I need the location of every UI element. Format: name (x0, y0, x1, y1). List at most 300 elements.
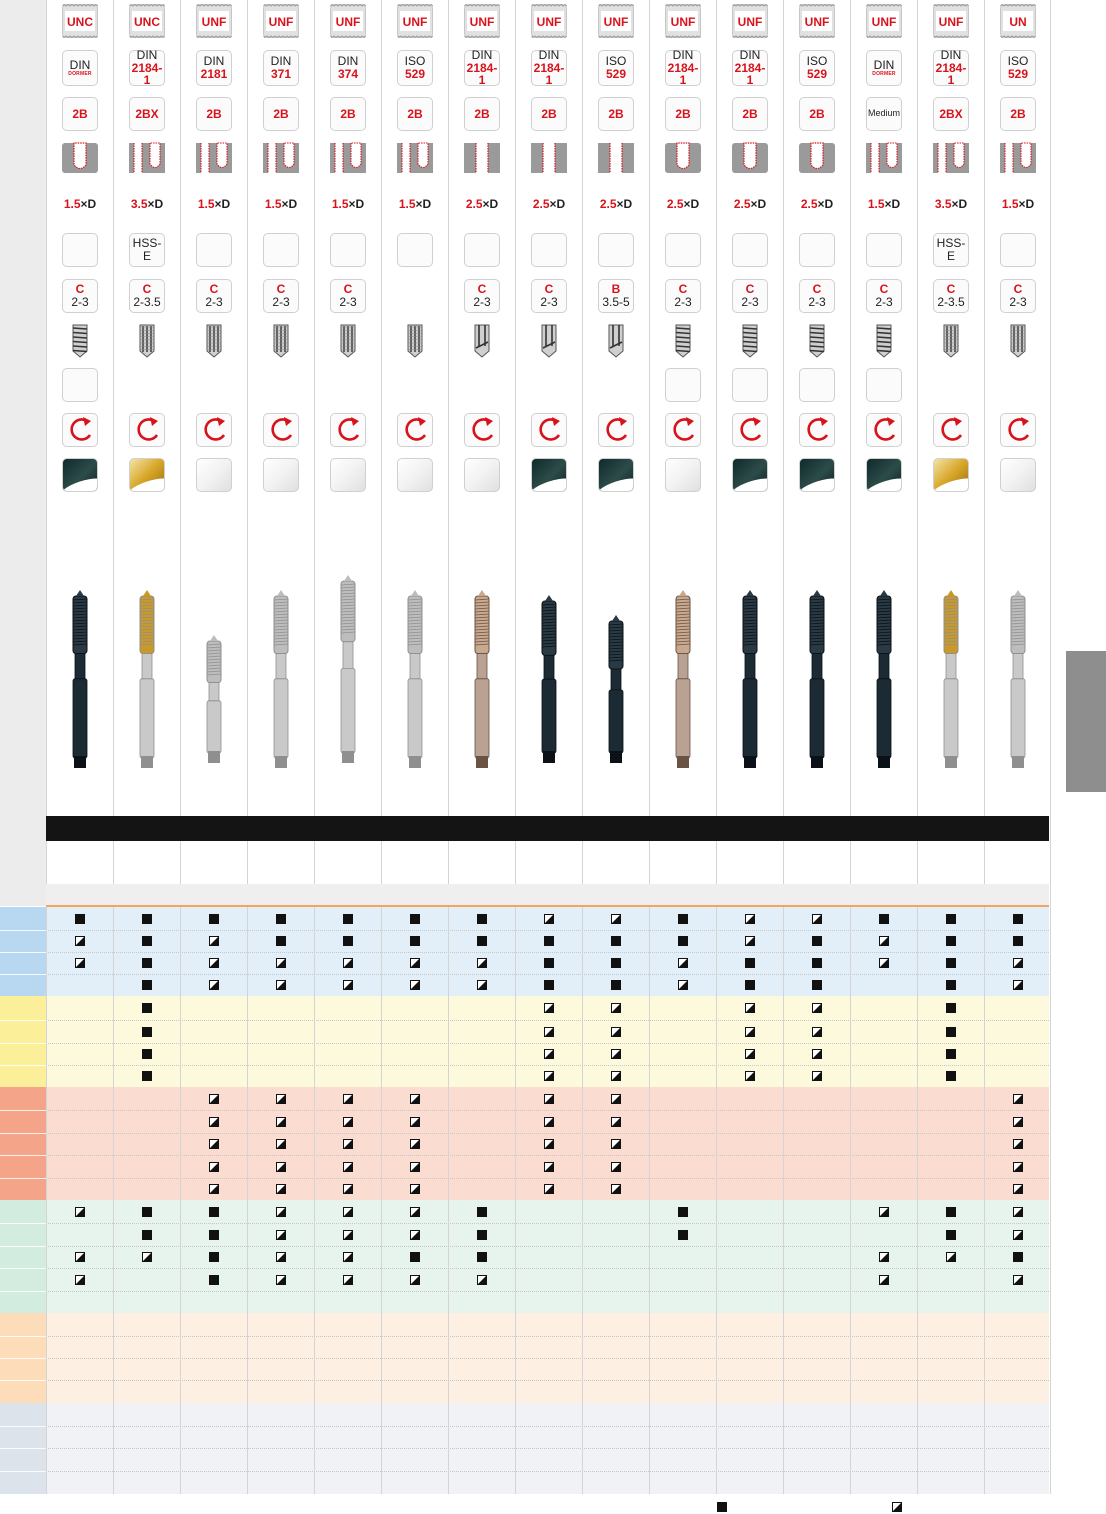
legend-half-mark-icon (892, 1502, 902, 1512)
half-suitability-mark (343, 1275, 353, 1285)
half-suitability-mark (209, 1184, 219, 1194)
flute-type-icon (732, 324, 768, 358)
hole-type-icon (1000, 141, 1036, 175)
half-suitability-mark (879, 1252, 889, 1262)
thread-type-chip (531, 4, 567, 38)
half-suitability-mark (544, 1117, 554, 1127)
thread-profile-icon (531, 4, 567, 38)
tolerance-chip (330, 97, 366, 131)
hole-type-icon (62, 141, 98, 175)
article-number-bar (46, 816, 1049, 841)
tab-divider (0, 1448, 46, 1449)
tap-image (663, 590, 703, 770)
tolerance-class: 2B (809, 106, 825, 121)
standard-chip (1000, 50, 1036, 86)
full-suitability-mark (142, 1027, 152, 1037)
full-suitability-mark (343, 914, 353, 924)
half-suitability-mark (812, 1049, 822, 1059)
half-suitability-mark (946, 1252, 956, 1262)
tolerance-chip (397, 97, 433, 131)
half-suitability-mark (678, 980, 688, 990)
full-suitability-mark (745, 980, 755, 990)
standard-type: DIN (203, 54, 225, 69)
tap-image (998, 590, 1038, 770)
chamfer-letter: C (477, 282, 487, 297)
coolant-chip (665, 368, 701, 402)
product-column (783, 0, 850, 1494)
orange-divider (46, 905, 1049, 907)
chamfer-chip (129, 279, 165, 313)
full-suitability-mark (477, 1252, 487, 1262)
right-hand-rotation-icon (1000, 413, 1036, 447)
thread-depth (263, 189, 299, 219)
product-column (247, 0, 314, 1494)
half-suitability-mark (209, 1094, 219, 1104)
standard-number: 529 (806, 67, 828, 81)
chamfer-chip (799, 279, 835, 313)
half-suitability-mark (276, 1139, 286, 1149)
half-suitability-mark (879, 1207, 889, 1217)
right-hand-rotation-icon (732, 413, 768, 447)
thread-depth (866, 189, 902, 219)
half-suitability-mark (611, 1094, 621, 1104)
thread-type-chip (598, 4, 634, 38)
standard-number: 529 (404, 67, 426, 81)
half-suitability-mark (410, 1162, 420, 1172)
full-suitability-mark (410, 914, 420, 924)
thread-type-label: UNC (134, 15, 160, 29)
half-suitability-mark (611, 1139, 621, 1149)
thread-depth (129, 189, 165, 219)
thread-profile-icon (799, 4, 835, 38)
standard-chip (464, 50, 500, 86)
chamfer-threads: 2-3 (741, 295, 759, 309)
hole-type-icon (665, 141, 701, 175)
tool-material-chip (263, 233, 299, 267)
thread-profile-icon (62, 4, 98, 38)
half-suitability-mark (209, 1162, 219, 1172)
half-suitability-mark (75, 1207, 85, 1217)
thread-type-chip (933, 4, 969, 38)
thread-type-label: UNF (268, 15, 294, 29)
flute-type-icon (866, 324, 902, 358)
flute-type-icon (665, 324, 701, 358)
half-suitability-mark (410, 1117, 420, 1127)
thread-type-label: UNF (536, 15, 562, 29)
hole-type-icon (263, 141, 299, 175)
half-suitability-mark (343, 1184, 353, 1194)
tolerance-chip (62, 97, 98, 131)
tap-image (797, 590, 837, 770)
tap-image (328, 575, 368, 765)
standard-type: DIN (873, 58, 895, 73)
flute-type-icon (129, 324, 165, 358)
right-hand-rotation-icon (196, 413, 232, 447)
standard-type: DIN (672, 48, 694, 63)
chamfer-letter: C (544, 282, 554, 297)
thread-type-chip (62, 4, 98, 38)
half-suitability-mark (1013, 980, 1023, 990)
tab-divider (0, 1133, 46, 1134)
half-suitability-mark (812, 914, 822, 924)
full-suitability-mark (946, 1049, 956, 1059)
flute-type-icon (62, 324, 98, 358)
coating-chip (62, 458, 98, 492)
full-suitability-mark (812, 936, 822, 946)
half-suitability-mark (343, 1252, 353, 1262)
half-suitability-mark (1013, 1230, 1023, 1240)
full-suitability-mark (946, 1071, 956, 1081)
hole-type-icon (799, 141, 835, 175)
chamfer-threads: 2-3 (1009, 295, 1027, 309)
tap-image (931, 590, 971, 770)
half-suitability-mark (343, 958, 353, 968)
flute-type-icon (397, 324, 433, 358)
chamfer-chip (598, 279, 634, 313)
half-suitability-mark (410, 980, 420, 990)
tolerance-chip (799, 97, 835, 131)
chamfer-threads: 2-3.5 (937, 295, 965, 309)
tab-divider (0, 1155, 46, 1156)
standard-chip (866, 50, 902, 86)
product-column (716, 0, 783, 1494)
standard-chip (263, 50, 299, 86)
half-suitability-mark (745, 1003, 755, 1013)
tolerance-chip (129, 97, 165, 131)
standard-chip (397, 50, 433, 86)
full-suitability-mark (678, 936, 688, 946)
full-suitability-mark (142, 958, 152, 968)
flute-type-icon (1000, 324, 1036, 358)
right-hand-rotation-icon (330, 413, 366, 447)
thread-profile-icon (464, 4, 500, 38)
tab-divider (0, 1065, 46, 1066)
depth-unit: ×D (884, 197, 901, 211)
coating-chip (464, 458, 500, 492)
tab-divider (0, 1178, 46, 1179)
thread-depth (397, 189, 433, 219)
left-sidebar-strip (0, 0, 46, 906)
coolant-chip (732, 368, 768, 402)
chamfer-threads: 2-3 (272, 295, 290, 309)
thread-profile-icon (263, 4, 299, 38)
full-suitability-mark (142, 1230, 152, 1240)
chamfer-threads: 2-3 (71, 295, 89, 309)
half-suitability-mark (477, 1275, 487, 1285)
thread-type-chip (665, 4, 701, 38)
full-suitability-mark (946, 1207, 956, 1217)
half-suitability-mark (1013, 1275, 1023, 1285)
thread-profile-icon (732, 4, 768, 38)
half-suitability-mark (410, 1207, 420, 1217)
half-suitability-mark (812, 1027, 822, 1037)
right-hand-rotation-icon (464, 413, 500, 447)
chamfer-letter: C (1013, 282, 1023, 297)
half-suitability-mark (1013, 958, 1023, 968)
tool-material-chip (799, 233, 835, 267)
full-suitability-mark (477, 1207, 487, 1217)
chamfer-letter: C (879, 282, 889, 297)
tap-image (462, 590, 502, 770)
thread-depth (464, 189, 500, 219)
depth-value: 3.5 (934, 197, 952, 211)
chamfer-threads: 2-3 (540, 295, 558, 309)
full-suitability-mark (142, 936, 152, 946)
thread-depth (330, 189, 366, 219)
coating-chip (129, 458, 165, 492)
standard-number: 2184-1 (466, 60, 498, 88)
half-suitability-mark (209, 1117, 219, 1127)
thread-type-label: UNF (402, 15, 428, 29)
full-suitability-mark (477, 936, 487, 946)
full-suitability-mark (544, 936, 554, 946)
tab-divider (0, 1358, 46, 1359)
half-suitability-mark (276, 1184, 286, 1194)
full-suitability-mark (209, 1275, 219, 1285)
depth-value: 2.5 (800, 197, 818, 211)
standard-type: ISO (605, 54, 627, 69)
half-suitability-mark (812, 1071, 822, 1081)
full-suitability-mark (946, 914, 956, 924)
thread-depth (531, 189, 567, 219)
standard-number: 371 (270, 67, 292, 81)
tool-material-chip (732, 233, 768, 267)
right-hand-rotation-icon (866, 413, 902, 447)
thread-type-chip (330, 4, 366, 38)
tap-image (261, 590, 301, 770)
product-column (46, 0, 113, 1494)
tolerance-chip (531, 97, 567, 131)
half-suitability-mark (611, 1184, 621, 1194)
depth-unit: ×D (750, 197, 767, 211)
depth-value: 2.5 (532, 197, 550, 211)
standard-type: ISO (806, 54, 828, 69)
flute-type-icon (330, 324, 366, 358)
thread-type-chip (799, 4, 835, 38)
standard-type: DIN (538, 48, 560, 63)
full-suitability-mark (142, 980, 152, 990)
right-hand-rotation-icon (62, 413, 98, 447)
full-suitability-mark (946, 958, 956, 968)
chamfer-threads: 2-3 (339, 295, 357, 309)
half-suitability-mark (209, 936, 219, 946)
tool-material-chip (62, 233, 98, 267)
right-hand-rotation-icon (263, 413, 299, 447)
tap-image (864, 590, 904, 770)
tolerance-chip (464, 97, 500, 131)
right-hand-rotation-icon (933, 413, 969, 447)
thread-profile-icon (129, 4, 165, 38)
chamfer-chip (464, 279, 500, 313)
half-suitability-mark (343, 1139, 353, 1149)
standard-type: ISO (1007, 54, 1029, 69)
coolant-chip (799, 368, 835, 402)
tab-divider (0, 1043, 46, 1044)
half-suitability-mark (276, 1162, 286, 1172)
tolerance-class: 2BX (135, 106, 159, 121)
half-suitability-mark (544, 1184, 554, 1194)
right-hand-rotation-icon (531, 413, 567, 447)
product-column (180, 0, 247, 1494)
half-suitability-mark (678, 958, 688, 968)
tab-divider (0, 1291, 46, 1292)
depth-unit: ×D (348, 197, 365, 211)
thread-type-label: UNC (67, 15, 93, 29)
half-suitability-mark (611, 1071, 621, 1081)
full-suitability-mark (611, 958, 621, 968)
depth-unit: ×D (147, 197, 164, 211)
thread-type-label: UNF (603, 15, 629, 29)
legend-full-mark-icon (717, 1502, 727, 1512)
thread-depth (1000, 189, 1036, 219)
half-suitability-mark (276, 1230, 286, 1240)
half-suitability-mark (879, 958, 889, 968)
tap-image (395, 590, 435, 770)
standard-chip (196, 50, 232, 86)
flute-type-icon (933, 324, 969, 358)
tool-material-chip (933, 233, 969, 267)
chamfer-threads: 3.5-5 (602, 295, 630, 309)
chamfer-threads: 2-3 (875, 295, 893, 309)
chamfer-threads: 2-3 (808, 295, 826, 309)
depth-value: 2.5 (666, 197, 684, 211)
standard-type: DIN (136, 48, 158, 63)
half-suitability-mark (745, 1027, 755, 1037)
depth-value: 1.5 (197, 197, 215, 211)
chamfer-letter: C (142, 282, 152, 297)
full-suitability-mark (544, 980, 554, 990)
tolerance-chip (866, 97, 902, 131)
product-column (917, 0, 984, 1494)
tap-image (60, 590, 100, 770)
chamfer-threads: 2-3 (205, 295, 223, 309)
full-suitability-mark (477, 1230, 487, 1240)
depth-value: 1.5 (331, 197, 349, 211)
tap-image (596, 615, 636, 765)
tolerance-chip (1000, 97, 1036, 131)
thread-type-chip (866, 4, 902, 38)
product-column (381, 0, 448, 1494)
thread-depth (665, 189, 701, 219)
grey-header-row (46, 884, 1049, 906)
depth-value: 1.5 (1001, 197, 1019, 211)
thread-type-label: UNF (737, 15, 763, 29)
coating-chip (397, 458, 433, 492)
coating-chip (665, 458, 701, 492)
standard-chip (933, 50, 969, 86)
standard-chip (129, 50, 165, 86)
thread-type-label: UNF (871, 15, 897, 29)
tool-material-chip (330, 233, 366, 267)
half-suitability-mark (1013, 1184, 1023, 1194)
half-suitability-mark (343, 1117, 353, 1127)
product-column (515, 0, 582, 1494)
tolerance-class: 2B (1010, 106, 1026, 121)
half-suitability-mark (879, 1275, 889, 1285)
standard-type: DIN (739, 48, 761, 63)
full-suitability-mark (276, 914, 286, 924)
flute-type-icon (598, 324, 634, 358)
full-suitability-mark (946, 1027, 956, 1037)
tab-divider (0, 1020, 46, 1021)
depth-unit: ×D (482, 197, 499, 211)
full-suitability-mark (544, 958, 554, 968)
thread-depth (196, 189, 232, 219)
depth-value: 1.5 (63, 197, 81, 211)
standard-number: 2184-1 (667, 60, 699, 88)
depth-unit: ×D (281, 197, 298, 211)
half-suitability-mark (1013, 1117, 1023, 1127)
dormer-logo: DORMER (872, 70, 896, 77)
tab-divider (0, 1268, 46, 1269)
chamfer-letter: B (611, 282, 621, 297)
product-column (649, 0, 716, 1494)
depth-unit: ×D (817, 197, 834, 211)
depth-unit: ×D (80, 197, 97, 211)
tab-divider (0, 1471, 46, 1472)
half-suitability-mark (879, 936, 889, 946)
thread-type-label: UNF (201, 15, 227, 29)
hole-type-icon (933, 141, 969, 175)
full-suitability-mark (1013, 1252, 1023, 1262)
full-suitability-mark (678, 914, 688, 924)
thread-type-label: UNF (938, 15, 964, 29)
thread-type-label: UNF (335, 15, 361, 29)
thread-type-label: UNF (804, 15, 830, 29)
full-suitability-mark (276, 936, 286, 946)
full-suitability-mark (879, 914, 889, 924)
tool-material-chip (129, 233, 165, 267)
half-suitability-mark (611, 1162, 621, 1172)
chamfer-chip (665, 279, 701, 313)
half-suitability-mark (745, 936, 755, 946)
half-suitability-mark (745, 1049, 755, 1059)
half-suitability-mark (343, 1230, 353, 1240)
standard-type: DIN (940, 48, 962, 63)
hole-type-icon (598, 141, 634, 175)
half-suitability-mark (611, 1003, 621, 1013)
coolant-chip (62, 368, 98, 402)
hole-type-icon (196, 141, 232, 175)
flute-type-icon (464, 324, 500, 358)
standard-chip (799, 50, 835, 86)
band-tab-yellow (0, 996, 46, 1087)
section-tab (1066, 651, 1106, 792)
standard-number: 374 (337, 67, 359, 81)
hole-type-icon (866, 141, 902, 175)
product-column (582, 0, 649, 1494)
product-column (448, 0, 515, 1494)
full-suitability-mark (142, 914, 152, 924)
full-suitability-mark (142, 1049, 152, 1059)
chamfer-letter: C (209, 282, 219, 297)
thread-depth (598, 189, 634, 219)
tab-divider (0, 1223, 46, 1224)
hole-type-icon (732, 141, 768, 175)
thread-type-chip (196, 4, 232, 38)
product-column (850, 0, 917, 1494)
tool-material-chip (598, 233, 634, 267)
tolerance-class: 2B (206, 106, 222, 121)
tolerance-chip (598, 97, 634, 131)
full-suitability-mark (410, 1252, 420, 1262)
full-suitability-mark (946, 936, 956, 946)
coating-chip (933, 458, 969, 492)
tool-material: HSS-E (132, 236, 162, 263)
half-suitability-mark (1013, 1094, 1023, 1104)
tolerance-class: 2B (675, 106, 691, 121)
thread-profile-icon (330, 4, 366, 38)
